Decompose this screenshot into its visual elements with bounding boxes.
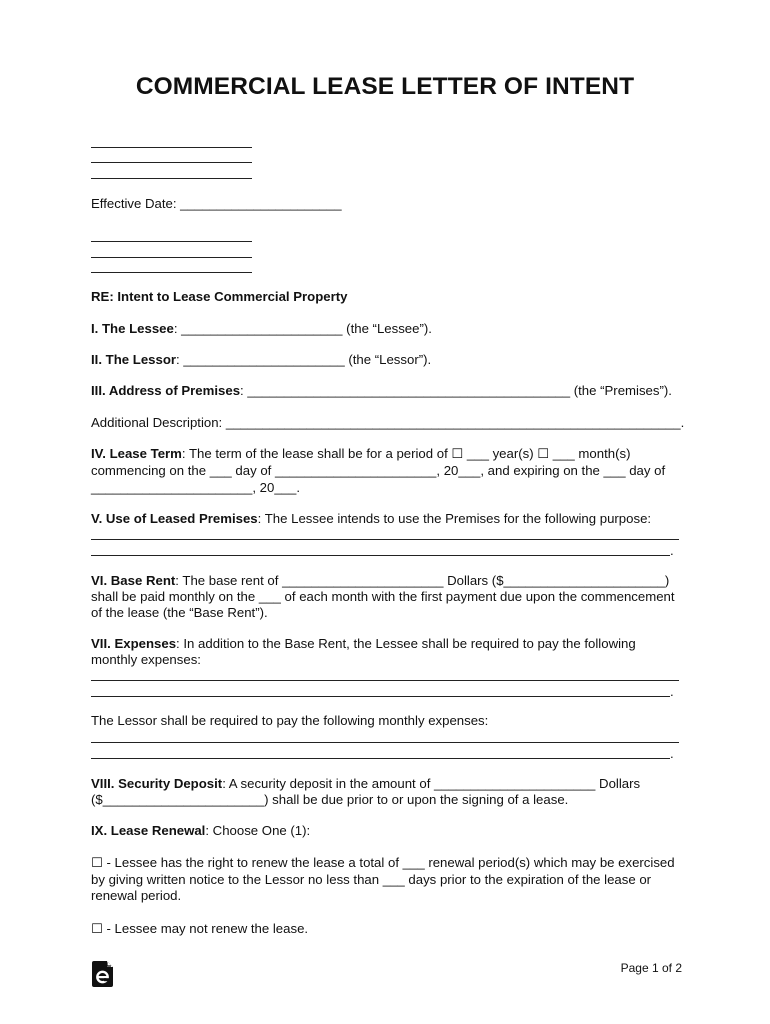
address-line[interactable] <box>91 257 252 258</box>
expenses-line1 <box>91 636 636 653</box>
base-rent-heading: VI. Base Rent <box>91 573 176 588</box>
eforms-logo-icon <box>92 961 114 987</box>
security-deposit-text: : A security deposit in the amount of ______________________ Dollars <box>222 776 641 791</box>
address-line[interactable] <box>91 241 252 242</box>
renewal-option-1-line2: by giving written notice to the Lessor no less than ___ days prior to the expiration of the lease or <box>91 872 652 887</box>
renewal-heading: IX. Lease Renewal <box>91 823 206 838</box>
lessor-expenses-period: . <box>670 746 674 761</box>
lease-term-text: : The term of the lease shall be for a period of ☐ ___ year(s) ☐ ___ month(s) <box>181 446 631 461</box>
security-deposit-line1 <box>91 776 640 793</box>
address-line[interactable] <box>91 272 252 273</box>
use-blank-line[interactable] <box>91 539 679 540</box>
use-blank-line[interactable] <box>91 555 670 556</box>
base-rent-line2: shall be paid monthly on the ___ of each month with the first payment due upon the commencement <box>91 589 675 604</box>
lessor-expenses-blank-line[interactable] <box>91 758 670 759</box>
lessee-heading: I. The Lessee <box>91 321 174 336</box>
lessor-text: : ______________________ (the “Lessor”). <box>176 352 432 367</box>
use-period: . <box>670 543 674 558</box>
renewal-option-1-line3: renewal period. <box>91 888 182 903</box>
document-title: COMMERCIAL LEASE LETTER OF INTENT <box>135 73 635 100</box>
expenses-period: . <box>670 684 674 699</box>
security-deposit-heading: VIII. Security Deposit <box>91 776 223 791</box>
renewal-line <box>91 823 310 840</box>
lessee-text: : ______________________ (the “Lessee”). <box>173 321 432 336</box>
effective-date-label: Effective Date: ______________________ <box>91 196 342 211</box>
premises-line <box>91 383 672 400</box>
lease-term-line2: commencing on the ___ day of ______________________, 20___, and expiring on the ___ day of <box>91 463 666 478</box>
base-rent-text: : The base rent of ______________________ Dollars ($______________________) <box>175 573 670 588</box>
base-rent-line1 <box>91 573 669 590</box>
expenses-blank-line[interactable] <box>91 680 679 681</box>
expenses-line2: monthly expenses: <box>91 652 201 667</box>
address-line[interactable] <box>91 162 252 163</box>
page-number: Page 1 of 2 <box>620 961 682 975</box>
lessee-line <box>91 321 432 338</box>
lessor-line <box>91 352 431 369</box>
additional-description: Additional Description: ______________________________________________________________. <box>91 415 685 430</box>
security-deposit-line2: ($______________________) shall be due prior to or upon the signing of a lease. <box>91 792 569 807</box>
use-text: : The Lessee intends to use the Premises for the following purpose: <box>257 511 652 526</box>
lease-term-line1 <box>91 446 630 463</box>
expenses-heading: VII. Expenses <box>91 636 177 651</box>
lessor-expenses-blank-line[interactable] <box>91 742 679 743</box>
use-heading: V. Use of Leased Premises <box>91 511 258 526</box>
premises-heading: III. Address of Premises <box>91 383 241 398</box>
lessor-expenses: The Lessor shall be required to pay the following monthly expenses: <box>91 713 489 728</box>
lease-term-line3: ______________________, 20___. <box>91 480 301 495</box>
premises-text: : ____________________________________________ (the “Premises”). <box>240 383 672 398</box>
use-line <box>91 511 651 528</box>
expenses-blank-line[interactable] <box>91 696 670 697</box>
renewal-option-2[interactable]: ☐ - Lessee may not renew the lease. <box>91 921 309 936</box>
lessor-heading: II. The Lessor <box>91 352 177 367</box>
lease-term-heading: IV. Lease Term <box>91 446 182 461</box>
address-line[interactable] <box>91 147 252 148</box>
renewal-text: : Choose One (1): <box>205 823 311 838</box>
re-line: RE: Intent to Lease Commercial Property <box>91 289 348 304</box>
base-rent-line3: of the lease (the “Base Rent”). <box>91 605 268 620</box>
renewal-option-1-line1[interactable]: ☐ - Lessee has the right to renew the lease a total of ___ renewal period(s) which may be exercised <box>91 855 675 870</box>
expenses-text: : In addition to the Base Rent, the Lessee shall be required to pay the following <box>176 636 636 651</box>
address-line[interactable] <box>91 178 252 179</box>
